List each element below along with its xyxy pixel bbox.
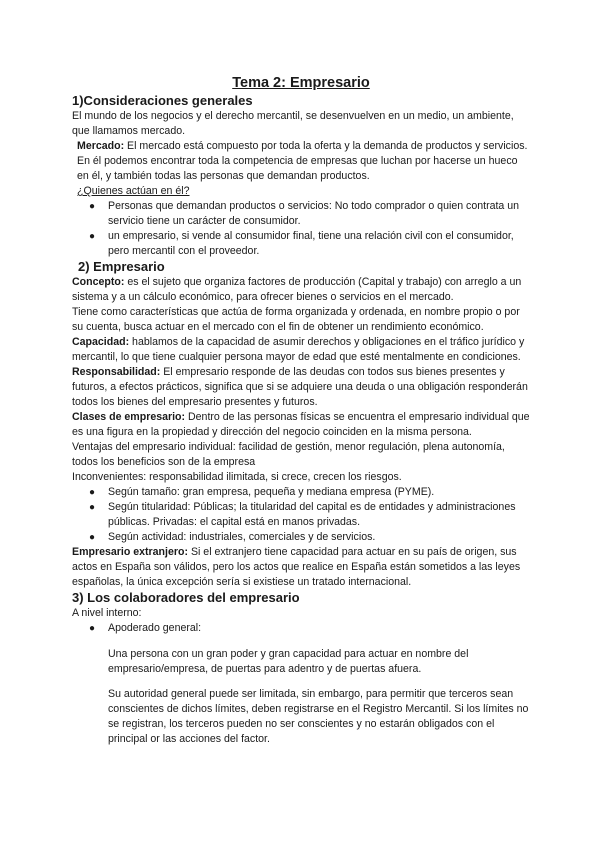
section-1-heading: 1)Consideraciones generales (72, 93, 253, 108)
section-2-bullet-list (72, 485, 530, 545)
document-page (72, 74, 530, 758)
mercado-text: El mercado está compuesto por toda la oferta y la demanda de productos y servicios. En él podemos encontrar toda la competencia de empresas que luchan por hacerse un hueco en él, y también todas las personas que demandan productos. (77, 140, 528, 182)
concepto-paragraph: Concepto: es el sujeto que organiza factores de producción (Capital y trabajo) con arreglo a un sistema y a un cálculo económico, para ofrecer bienes o servicios en el mercado. (72, 276, 522, 303)
ventajas-paragraph: Ventajas del empresario individual: facilidad de gestión, menor regulación, plena autonomía, todos los beneficios son de la empresa (72, 441, 505, 468)
extranjero-paragraph: Empresario extranjero: Si el extranjero tiene capacidad para actuar en su país de origen, sus actos en España son válidos, pero los actos que realice en España están sometidos a las leyes españolas, la única excepción sería si existiese un tratado internacional. (72, 546, 521, 588)
apoderado-paragraph-2: Su autoridad general puede ser limitada, sin embargo, para permitir que terceros sean conscientes de dichos límites, deben registrarse en el Registro Mercantil. Si los límites no se registran, los terceros pueden no ser conscientes y no estarán obligados con el principal or las acciones del factor. (108, 688, 529, 746)
bullet-icon: ● (89, 623, 96, 634)
mercado-label: Mercado: (77, 140, 125, 152)
nivel-interno-label: A nivel interno: (72, 607, 142, 619)
bullet-icon: ● (89, 201, 96, 212)
list-item: ● Según tamaño: gran empresa, pequeña y mediana empresa (PYME). (89, 486, 435, 498)
section-3-heading: 3) Los colaboradores del empresario (72, 590, 300, 605)
clases-label: Clases de empresario: (72, 411, 186, 423)
question-line (72, 184, 530, 199)
responsabilidad-label: Responsabilidad: (72, 366, 161, 378)
list-item: ● Según actividad: industriales, comerciales y de servicios. (89, 531, 376, 543)
section-2-heading: 2) Empresario (78, 259, 165, 274)
list-item: ● un empresario, si vende al consumidor final, tiene una relación civil con el consumidor, pero mercantil con el proveedor. (89, 230, 514, 257)
apoderado-paragraph-1: Una persona con un gran poder y gran capacidad para actuar en nombre del empresario/empresa, de puertas para adentro y de puertas afuera. (108, 647, 469, 675)
bullet-icon: ● (89, 502, 96, 513)
section-1-intro: El mundo de los negocios y el derecho mercantil, se desenvuelven en un medio, un ambiente, que llamamos mercado. (72, 110, 514, 137)
section-1-bullet-list (72, 199, 530, 259)
bullet-icon: ● (89, 532, 96, 543)
page-title: Tema 2: Empresario (232, 75, 370, 91)
concepto-label: Concepto: (72, 276, 125, 288)
inconvenientes-paragraph: Inconvenientes: responsabilidad ilimitada, si crece, crecen los riesgos. (72, 471, 402, 483)
capacidad-label: Capacidad: (72, 336, 130, 348)
clases-paragraph: Clases de empresario: Dentro de las personas físicas se encuentra el empresario individual que es una figura en la propiedad y dirección del negocio coinciden en la misma persona. (72, 411, 530, 438)
bullet-icon: ● (89, 231, 96, 242)
list-item: ● Según titularidad: Públicas; la titularidad del capital es de entidades y administraciones públicas. Privadas: el capital está en manos privadas. (89, 501, 516, 528)
capacidad-paragraph: Capacidad: hablamos de la capacidad de asumir derechos y obligaciones en el tráfico jurídico y mercantil, lo que tiene cualquier persona mayor de edad que esté mentalmente en condiciones. (72, 336, 525, 363)
mercado-paragraph (72, 139, 530, 184)
concepto-more: Tiene como características que actúa de forma organizada y ordenada, en nombre propio o por su cuenta, busca actuar en el mercado con el fin de obtener un rendimiento económico. (72, 306, 520, 333)
list-item: ● Personas que demandan productos o servicios: No todo comprador o quien contrata un servicio tiene un carácter de consumidor. (89, 200, 520, 227)
question-text: ¿Quienes actúan en él? (77, 185, 190, 197)
bullet-icon: ● (89, 487, 96, 498)
section-3-bullet-list (72, 621, 530, 636)
responsabilidad-paragraph: Responsabilidad: El empresario responde de las deudas con todos sus bienes presentes y futuros, a efectos prácticos, significa que si se adquiere una deuda o una obligación responderán todos los bienes del empresario presentes y futuros. (72, 366, 528, 408)
extranjero-label: Empresario extranjero: (72, 546, 188, 558)
list-item: ● Apoderado general: (89, 622, 202, 634)
